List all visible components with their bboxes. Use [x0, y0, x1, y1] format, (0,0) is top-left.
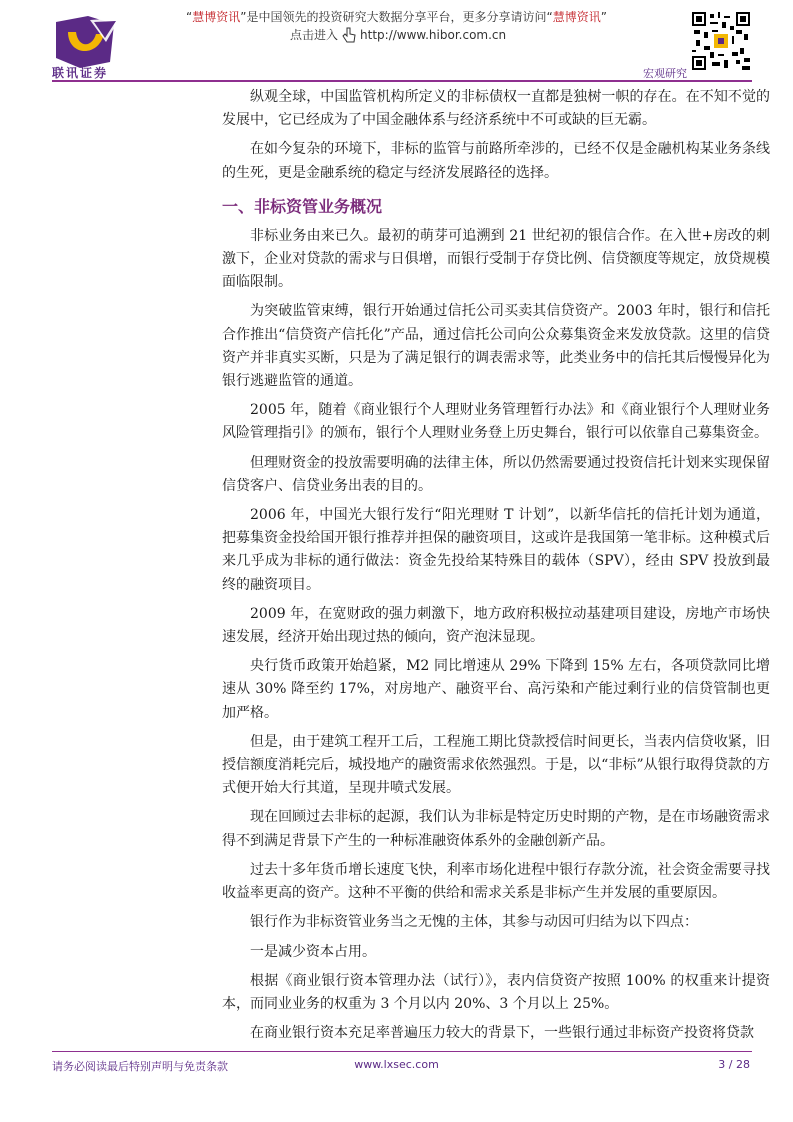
click-label: 点击进入 [290, 28, 339, 42]
hibor-link[interactable]: http://www.hibor.com.cn [360, 27, 507, 42]
banner-end: ” [600, 10, 607, 24]
banner-quote-close: ” [240, 10, 247, 24]
paragraph: 2009 年，在宽财政的强力刺激下，地方政府积极拉动基建项目建设，房地产市场快速发展，经济开始出现过热的倾向，资产泡沫显现。 [222, 605, 770, 646]
paragraph: 根据《商业银行资本管理办法（试行）》，表内信贷资产按照 100% 的权重来计提资本，而同业业务的权重为 3 个月以内 20%、3 个月以上 25%。 [222, 972, 770, 1012]
banner-brand-2: 慧博资讯 [552, 10, 601, 24]
paragraph: 银行作为非标资管业务当之无愧的主体，其参与动因可归结为以下四点： [250, 914, 698, 931]
paragraph: 非标业务由来已久。最初的萌芽可追溯到 21 世纪初的银信合作。在入世+房改的刺激下，企业对贷款的需求与日俱增，而银行受制于存贷比例、信贷额度等规定，放贷规模面临限制。 [222, 227, 770, 291]
paragraph: 一是减少资本占用。 [250, 943, 376, 960]
paragraph: 2005 年，随着《商业银行个人理财业务管理暂行办法》和《商业银行个人理财业务风险管理指引》的颁布，银行个人理财业务登上历史舞台，银行可以依靠自己募集资金。 [222, 402, 770, 442]
footer-disclaimer: 请务必阅读最后特别声明与免责条款 [52, 1060, 228, 1073]
qr-code-icon [692, 12, 750, 70]
banner-quote-open: “ [186, 10, 193, 24]
footer-website: www.lxsec.com [354, 1058, 439, 1071]
document-body [222, 86, 770, 1051]
paragraph: 但是，由于建筑工程开工后，工程施工期比贷款授信时间更长，当表内信贷收紧，旧授信额度消耗完后，城投地产的融资需求依然强烈。于是，以“非标”从银行取得贷款的方式便开始大行其道，呈现井喷式发展。 [222, 733, 770, 797]
paragraph: 在如今复杂的环境下，非标的监管与前路所牵涉的，已经不仅是金融机构某业务条线的生死，更是金融系统的稳定与经济发展路径的选择。 [222, 141, 770, 181]
section-tag: 宏观研究 [643, 67, 687, 80]
banner-brand: 慧博资讯 [192, 10, 241, 24]
section-heading: 一、非标资管业务概况 [222, 196, 383, 216]
logo-text: 联讯证券 [52, 66, 109, 80]
header-divider [52, 80, 752, 82]
paragraph: 2006 年，中国光大银行发行“阳光理财 T 计划”，以新华信托的信托计划为通道，把募集资金投给国开银行推荐并担保的融资项目，这或许是我国第一笔非标。这种模式后来几乎成为非标的通行做法：资金先投给某特殊目的载体（SPV），经由 SPV 投放到最终的融资项目。 [222, 507, 770, 593]
footer-divider [52, 1051, 752, 1052]
banner-promo [0, 8, 793, 25]
banner-middle: 是中国领先的投资研究大数据分享平台，更多分享请访问“ [246, 10, 553, 24]
paragraph: 但理财资金的投放需要明确的法律主体，所以仍然需要通过投资信托计划来实现保留信贷客户、信贷业务出表的目的。 [222, 454, 770, 494]
paragraph: 纵观全球，中国监管机构所定义的非标债权一直都是独树一帜的存在。在不知不觉的发展中，它已经成为了中国金融体系与经济系统中不可或缺的巨无霸。 [222, 89, 770, 129]
page-number: 3 / 28 [718, 1058, 750, 1071]
paragraph: 现在回顾过去非标的起源，我们认为非标是特定历史时期的产物，是在市场融资需求得不到满足背景下产生的一种标准融资体系外的金融创新产品。 [222, 809, 770, 849]
pointer-hand-icon [342, 27, 356, 43]
paragraph: 央行货币政策开始趋紧，M2 同比增速从 29% 下降到 15% 左右，各项贷款同比增速从 30% 降至约 17%，对房地产、融资平台、高污染和产能过剩行业的信贷管制也更加严格。 [222, 658, 770, 721]
banner-link-row [290, 26, 506, 43]
paragraph: 在商业银行资本充足率普遍压力较大的背景下，一些银行通过非标资产投资将贷款 [250, 1025, 754, 1042]
paragraph: 为突破监管束缚，银行开始通过信托公司买卖其信贷资产。2003 年时，银行和信托合作推出“信贷资产信托化”产品，通过信托公司向公众募集资金来发放贷款。这里的信贷资产并非真实买断，只是为了满足银行的调表需求等，此类业务中的信托其后慢慢异化为银行逃避监管的通道。 [222, 303, 770, 390]
paragraph: 过去十多年货币增长速度飞快，利率市场化进程中银行存款分流，社会资金需要寻找收益率更高的资产。这种不平衡的供给和需求关系是非标产生并发展的重要原因。 [222, 861, 770, 902]
